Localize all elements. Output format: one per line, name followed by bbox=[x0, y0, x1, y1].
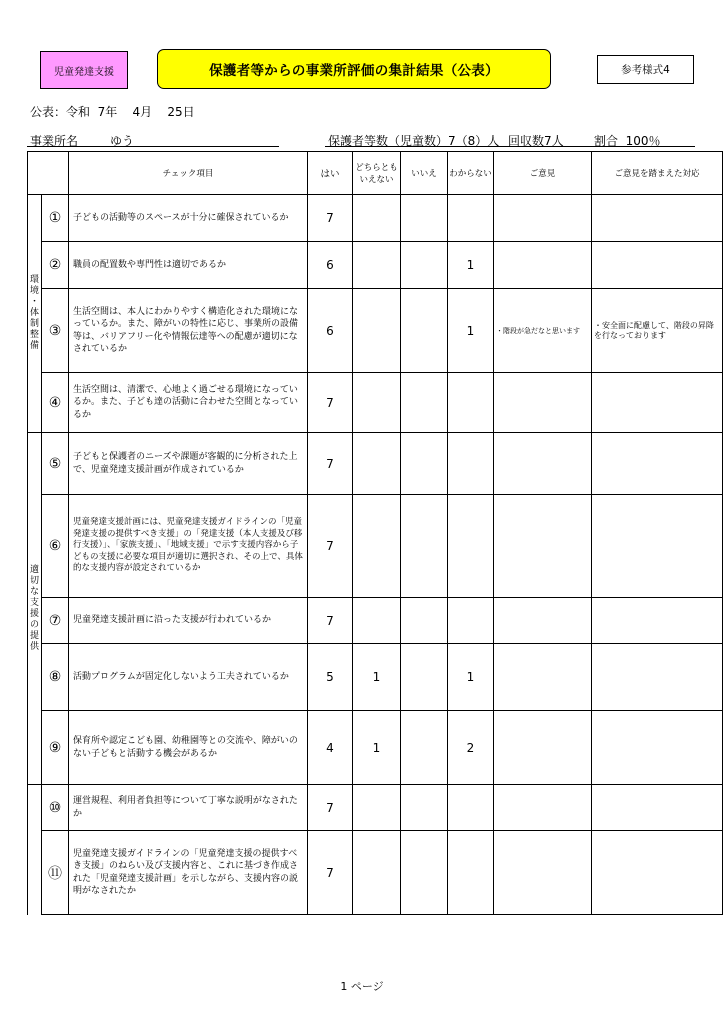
neutral-count bbox=[353, 242, 401, 289]
table-row bbox=[28, 644, 723, 711]
no-count bbox=[401, 785, 448, 831]
category-char: 境 bbox=[29, 286, 39, 296]
response-cell bbox=[592, 195, 723, 242]
category-char: な bbox=[29, 586, 39, 597]
opinion-cell bbox=[494, 195, 592, 242]
item-text: 保育所や認定こども園、幼稚園等との交流や、障がいのない子どもと活動する機会があるか bbox=[69, 711, 308, 785]
no-count bbox=[401, 598, 448, 644]
item-number: ① bbox=[42, 195, 69, 242]
category-label bbox=[28, 275, 41, 352]
category-environment bbox=[28, 195, 42, 433]
table-row bbox=[28, 433, 723, 495]
item-number: ② bbox=[42, 242, 69, 289]
office-name: ゆう bbox=[110, 134, 135, 148]
no-count bbox=[401, 495, 448, 598]
item-text: 生活空間は、本人にわかりやすく構造化された環境になっているか。また、障がいの特性に応じ、事業所の設備等は、バリアフリー化や情報伝達等への配慮が適切になされているか bbox=[69, 289, 308, 373]
item-number: ⑧ bbox=[42, 644, 69, 711]
response-cell bbox=[592, 644, 723, 711]
neutral-count bbox=[353, 195, 401, 242]
returned-count: 回収数7人 bbox=[508, 134, 564, 148]
no-count bbox=[401, 433, 448, 495]
yes-count: 6 bbox=[308, 289, 353, 373]
yes-count: 7 bbox=[308, 831, 353, 915]
no-count bbox=[401, 195, 448, 242]
opinion-cell bbox=[494, 785, 592, 831]
yes-count: 7 bbox=[308, 373, 353, 433]
response-cell bbox=[592, 242, 723, 289]
table-row bbox=[28, 831, 723, 915]
response-cell: ・安全面に配慮して、階段の昇降を行なっております bbox=[592, 289, 723, 373]
table-row bbox=[28, 373, 723, 433]
item-text: 生活空間は、清潔で、心地よく過ごせる環境になっているか。また、子ども達の活動に合わせた空間となっているか bbox=[69, 373, 308, 433]
yes-count: 7 bbox=[308, 785, 353, 831]
response-cell bbox=[592, 711, 723, 785]
response-cell bbox=[592, 785, 723, 831]
no-count bbox=[401, 711, 448, 785]
item-text: 職員の配置数や専門性は適切であるか bbox=[69, 242, 308, 289]
table-row bbox=[28, 242, 723, 289]
category-char: 切 bbox=[29, 575, 39, 586]
category-char: 適 bbox=[29, 564, 39, 575]
response-cell bbox=[592, 373, 723, 433]
yes-count: 4 bbox=[308, 711, 353, 785]
category-label bbox=[28, 565, 41, 653]
category-explanation bbox=[28, 785, 42, 915]
table-row bbox=[28, 195, 723, 242]
neutral-count bbox=[353, 598, 401, 644]
opinion-cell: ・階段が急だなと思います bbox=[494, 289, 592, 373]
evaluation-table bbox=[27, 151, 723, 915]
opinion-cell bbox=[494, 644, 592, 711]
item-number: ⑪ bbox=[42, 831, 69, 915]
yes-count: 7 bbox=[308, 495, 353, 598]
no-count bbox=[401, 831, 448, 915]
response-cell bbox=[592, 598, 723, 644]
unknown-count bbox=[448, 785, 494, 831]
category-char: 制 bbox=[29, 319, 39, 329]
opinion-cell bbox=[494, 495, 592, 598]
item-text: 活動プログラムが固定化しないよう工夫されているか bbox=[69, 644, 308, 711]
table-row bbox=[28, 495, 723, 598]
table-row bbox=[28, 598, 723, 644]
response-cell bbox=[592, 495, 723, 598]
no-count bbox=[401, 644, 448, 711]
item-number: ⑥ bbox=[42, 495, 69, 598]
item-number: ⑩ bbox=[42, 785, 69, 831]
page-title: 保護者等からの事業所評価の集計結果（公表） bbox=[157, 49, 551, 89]
unknown-count: 1 bbox=[448, 644, 494, 711]
unknown-count bbox=[448, 373, 494, 433]
reference-form-label: 参考様式4 bbox=[597, 55, 694, 84]
neutral-count bbox=[353, 289, 401, 373]
item-number: ⑤ bbox=[42, 433, 69, 495]
yes-count: 6 bbox=[308, 242, 353, 289]
header-opinion: ご意見 bbox=[494, 152, 592, 195]
unknown-count bbox=[448, 433, 494, 495]
category-char: 援 bbox=[29, 608, 39, 619]
header-neutral: どちらともいえない bbox=[353, 152, 401, 195]
item-text: 子どもと保護者のニーズや課題が客観的に分析された上で、児童発達支援計画が作成されているか bbox=[69, 433, 308, 495]
item-text: 児童発達支援計画に沿った支援が行われているか bbox=[69, 598, 308, 644]
neutral-count bbox=[353, 433, 401, 495]
item-number: ⑦ bbox=[42, 598, 69, 644]
table-row bbox=[28, 289, 723, 373]
no-count bbox=[401, 373, 448, 433]
category-char: 体 bbox=[29, 308, 39, 318]
return-ratio: 割合 100％ bbox=[594, 134, 661, 148]
item-number: ③ bbox=[42, 289, 69, 373]
item-number: ④ bbox=[42, 373, 69, 433]
header-yes: はい bbox=[308, 152, 353, 195]
category-char: 支 bbox=[29, 597, 39, 608]
table-row bbox=[28, 711, 723, 785]
unknown-count bbox=[448, 598, 494, 644]
publication-date: 公表：令和 7年 4月 25日 bbox=[30, 105, 195, 119]
header-no: いいえ bbox=[401, 152, 448, 195]
service-type-tag: 児童発達支援 bbox=[40, 51, 128, 89]
item-text: 運営規程、利用者負担等について丁寧な説明がなされたか bbox=[69, 785, 308, 831]
category-support bbox=[28, 433, 42, 785]
neutral-count bbox=[353, 785, 401, 831]
no-count bbox=[401, 242, 448, 289]
no-count bbox=[401, 289, 448, 373]
unknown-count bbox=[448, 195, 494, 242]
opinion-cell bbox=[494, 373, 592, 433]
category-char: 提 bbox=[29, 630, 39, 641]
unknown-count: 1 bbox=[448, 242, 494, 289]
yes-count: 5 bbox=[308, 644, 353, 711]
opinion-cell bbox=[494, 242, 592, 289]
item-text: 子どもの活動等のスペースが十分に確保されているか bbox=[69, 195, 308, 242]
neutral-count bbox=[353, 831, 401, 915]
category-char: の bbox=[29, 619, 39, 630]
category-char: 環 bbox=[29, 275, 39, 285]
table-row bbox=[28, 785, 723, 831]
neutral-count: 1 bbox=[353, 711, 401, 785]
page-number: 1 ページ bbox=[340, 980, 384, 993]
item-number: ⑨ bbox=[42, 711, 69, 785]
unknown-count: 2 bbox=[448, 711, 494, 785]
category-char: 整 bbox=[29, 330, 39, 340]
opinion-cell bbox=[494, 711, 592, 785]
office-label: 事業所名 bbox=[30, 134, 79, 148]
neutral-count: 1 bbox=[353, 644, 401, 711]
header-blank bbox=[28, 152, 69, 195]
response-cell bbox=[592, 831, 723, 915]
table-header-row bbox=[28, 152, 723, 195]
opinion-cell bbox=[494, 831, 592, 915]
yes-count: 7 bbox=[308, 433, 353, 495]
opinion-cell bbox=[494, 433, 592, 495]
neutral-count bbox=[353, 373, 401, 433]
unknown-count bbox=[448, 495, 494, 598]
unknown-count: 1 bbox=[448, 289, 494, 373]
item-text: 児童発達支援計画には、児童発達支援ガイドラインの「児童発達支援の提供すべき支援」の「発達支援（本人支援及び移行支援）」、「家族支援」、「地域支援」で示す支援内容から子どもの支援に必要な項目が適切に選択され、その上で、具体的な支援内容が設定されているか bbox=[69, 495, 308, 598]
header-response: ご意見を踏まえた対応 bbox=[592, 152, 723, 195]
yes-count: 7 bbox=[308, 195, 353, 242]
response-cell bbox=[592, 433, 723, 495]
category-char: ・ bbox=[29, 297, 39, 307]
header-unknown: わからない bbox=[448, 152, 494, 195]
header-check-item: チェック項目 bbox=[69, 152, 308, 195]
opinion-cell bbox=[494, 598, 592, 644]
category-char: 備 bbox=[29, 341, 39, 351]
unknown-count bbox=[448, 831, 494, 915]
yes-count: 7 bbox=[308, 598, 353, 644]
respondent-count: 保護者等数（児童数）7（8）人 bbox=[328, 134, 500, 148]
category-char: 供 bbox=[29, 641, 39, 652]
neutral-count bbox=[353, 495, 401, 598]
item-text: 児童発達支援ガイドラインの「児童発達支援の提供すべき支援」のねらい及び支援内容と、これに基づき作成された「児童発達支援計画」を示しながら、支援内容の説明がなされたか bbox=[69, 831, 308, 915]
